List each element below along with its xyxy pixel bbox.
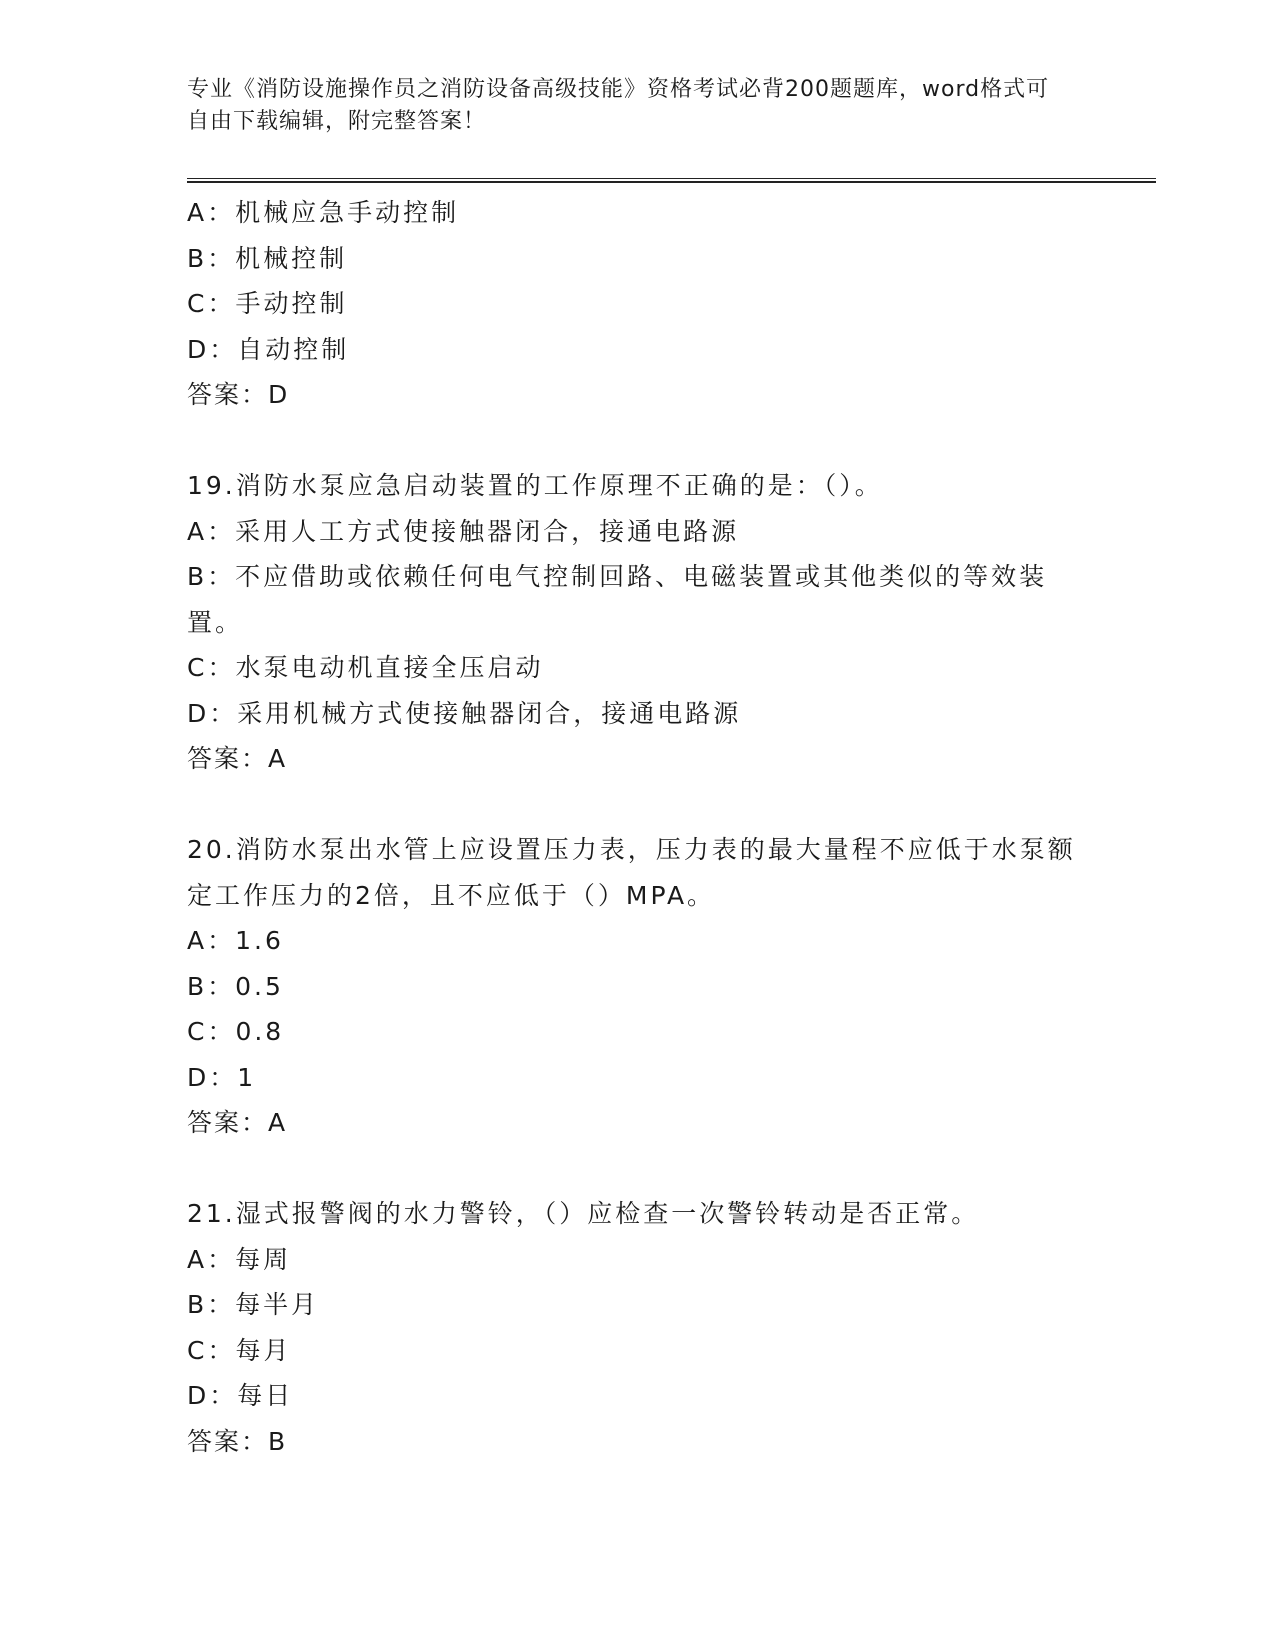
header-divider <box>187 178 1156 183</box>
answer-value: D <box>268 380 289 409</box>
spacer <box>187 1146 1087 1192</box>
answer-line <box>187 1419 1087 1465</box>
option-d: D：采用机械方式使接触器闭合，接通电路源 <box>187 698 742 728</box>
option-d: D：自动控制 <box>187 334 350 364</box>
spacer <box>187 782 1087 828</box>
spacer <box>187 418 1087 464</box>
option-a: A：1.6 <box>187 926 284 955</box>
answer-line <box>187 372 1087 418</box>
option-b: B：不应借助或依赖任何电气控制回路、电磁装置或其他类似的等效装置。 <box>187 562 1048 637</box>
answer-value: A <box>268 1108 287 1137</box>
question-block-18 <box>187 190 1087 418</box>
option-b: B：机械控制 <box>187 243 348 273</box>
option-a: A：采用人工方式使接触器闭合，接通电路源 <box>187 516 740 546</box>
option-b: B：0.5 <box>187 971 284 1001</box>
answer-label: 答案： <box>187 1108 269 1137</box>
question-text: 19.消防水泵应急启动装置的工作原理不正确的是：（）。 <box>187 471 883 500</box>
option-d: D：1 <box>187 1062 257 1092</box>
document-header: 专业《消防设施操作员之消防设备高级技能》资格考试必背200题题库，word格式可自由下载编辑，附完整答案！ <box>187 77 1050 134</box>
question-text: 21.湿式报警阀的水力警铃，（）应检查一次警铃转动是否正常。 <box>187 1199 980 1228</box>
option-c: C：0.8 <box>187 1017 285 1046</box>
answer-label: 答案： <box>187 1426 269 1456</box>
answer-label: 答案： <box>187 380 269 409</box>
option-d: D：每日 <box>187 1381 294 1410</box>
answer-label: 答案： <box>187 744 269 773</box>
option-c: C：每月 <box>187 1335 292 1365</box>
answer-line <box>187 736 1087 782</box>
question-block-19 <box>187 463 1087 782</box>
option-a: A：每周 <box>187 1244 292 1274</box>
option-a: A：机械应急手动控制 <box>187 198 460 227</box>
option-c: C：水泵电动机直接全压启动 <box>187 653 544 682</box>
answer-value: B <box>268 1426 287 1456</box>
answer-line <box>187 1100 1087 1146</box>
question-block-21 <box>187 1191 1087 1464</box>
answer-value: A <box>268 744 287 773</box>
question-text: 20.消防水泵出水管上应设置压力表，压力表的最大量程不应低于水泵额定工作压力的2倍，且不应低于（）MPA。 <box>187 835 1076 910</box>
question-block-20 <box>187 827 1087 1146</box>
question-list <box>187 190 1087 1464</box>
option-b: B：每半月 <box>187 1290 320 1319</box>
option-c: C：手动控制 <box>187 289 348 318</box>
